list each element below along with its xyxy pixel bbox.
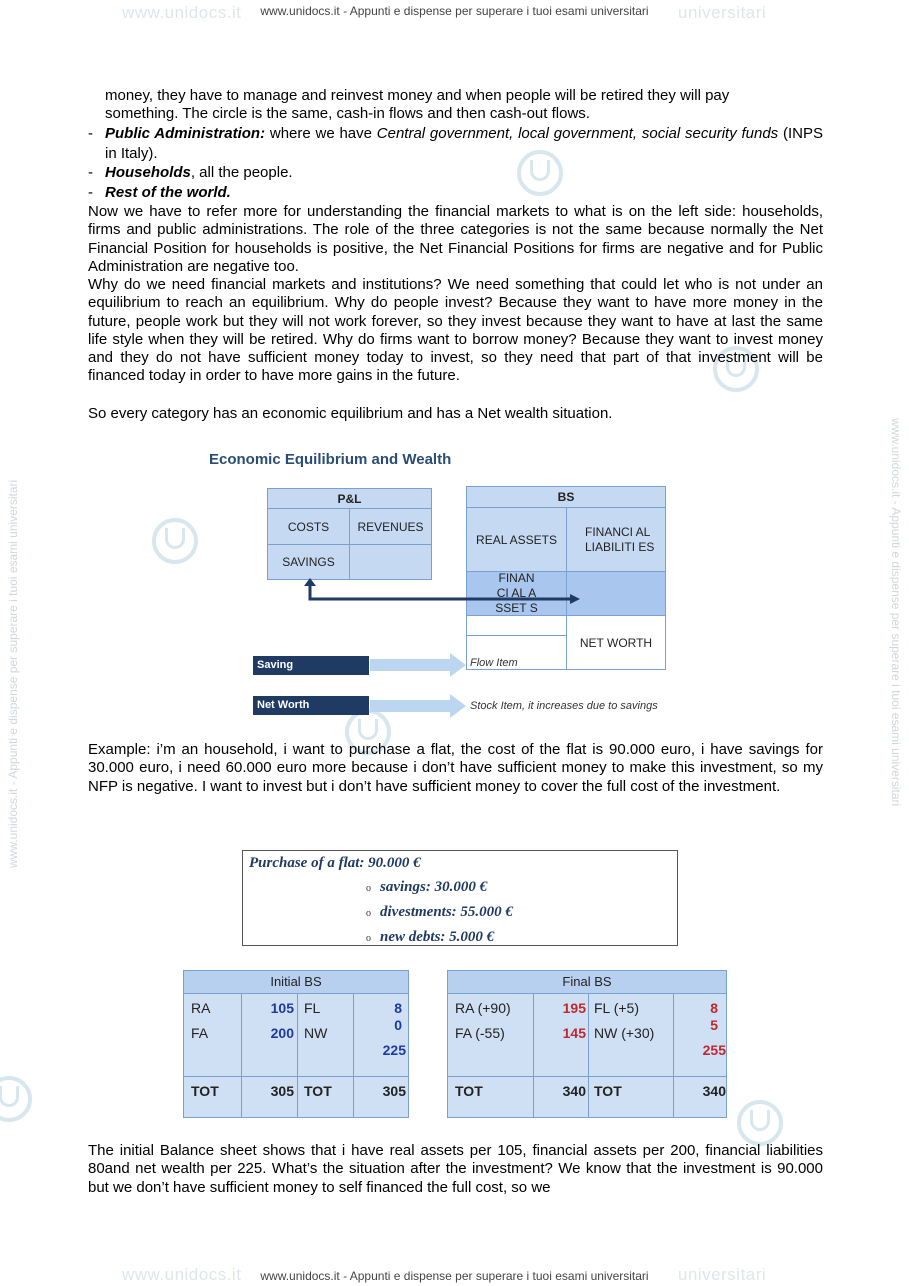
label-ra: RA: [191, 1000, 211, 1016]
bs-financial-liabilities: FINANCI AL LIABILITI ES: [566, 507, 666, 572]
networth-label: Net Worth: [253, 696, 369, 715]
pl-savings: SAVINGS: [267, 544, 350, 580]
value-fl: 8 5: [710, 1000, 718, 1033]
label-fl: FL (+5): [594, 1000, 639, 1016]
label-fl: FL: [304, 1000, 321, 1016]
intro-line-2: something. The circle is the same, cash-in flows and then cash-out flows.: [105, 105, 590, 122]
watermark-ghost-left-bottom: www.unidocs.it: [122, 1265, 242, 1284]
bs-empty-white: [466, 615, 567, 636]
value-tot-right: 305: [382, 1083, 406, 1099]
value-tot-left: 340: [562, 1083, 586, 1099]
list-item: - Public Administration: where we have Central government, local government, social security funds (INPS in Italy).: [88, 125, 823, 162]
saving-note: Flow Item: [470, 657, 518, 669]
saving-arrow: [370, 659, 450, 671]
purchase-title: Purchase of a flat: 90.000 €: [249, 855, 421, 871]
value-tot-left: 305: [270, 1083, 294, 1099]
networth-arrow-head: [450, 694, 466, 718]
watermark-header: www.unidocs.it - Appunti e dispense per superare i tuoi esami universitari: [260, 4, 649, 18]
saving-arrow-head: [450, 653, 466, 677]
watermark-ghost-left: www.unidocs.it: [122, 3, 242, 22]
value-fa: 145: [562, 1025, 586, 1041]
value-ra: 195: [562, 1000, 586, 1016]
label-fa: FA (-55): [455, 1025, 505, 1041]
watermark-footer: www.unidocs.it - Appunti e dispense per superare i tuoi esami universitari: [260, 1269, 649, 1283]
savings-flow-arrow: [300, 578, 585, 608]
initial-bs-table: [183, 970, 409, 1118]
bs-header: BS: [466, 486, 666, 508]
bs-financial-assets: FINANCI AL ASSET S: [466, 571, 567, 616]
networth-arrow: [370, 700, 450, 712]
list-item: o new debts: 5.000 €: [366, 929, 495, 945]
bs-net-worth: NET WORTH: [566, 615, 666, 670]
watermark-ghost-right: universitari: [678, 3, 767, 22]
table-title: Initial BS: [184, 971, 408, 994]
unidocs-logo-icon: [737, 1100, 783, 1146]
value-nw: 225: [382, 1042, 406, 1058]
list-item: - Rest of the world.: [88, 183, 231, 201]
label-fa: FA: [191, 1025, 209, 1041]
figure-title: Economic Equilibrium and Wealth: [209, 451, 452, 468]
value-fl: 8 0: [394, 1000, 402, 1033]
label-tot-left: TOT: [455, 1083, 483, 1099]
pl-header: P&L: [267, 488, 432, 509]
list-item: - Households, all the people.: [88, 164, 293, 181]
label-tot-left: TOT: [191, 1083, 219, 1099]
final-bs-table: [447, 970, 727, 1118]
table-title: Final BS: [448, 971, 726, 994]
list-item: o divestments: 55.000 €: [366, 904, 513, 920]
networth-note: Stock Item, it increases due to savings: [470, 700, 658, 712]
label-tot-right: TOT: [594, 1083, 622, 1099]
value-tot-right: 340: [702, 1083, 726, 1099]
paragraph-closing: The initial Balance sheet shows that i have real assets per 105, financial assets per 200, financial liabilities 80and net wealth per 225. What’s the situation after the investment? We know that the investment is 90.000 but we don’t have sufficient money to self financed the full cost, so we: [88, 1142, 823, 1196]
saving-label: Saving: [253, 656, 369, 675]
watermark-side-left: www.unidocs.it - Appunti e dispense per superare i tuoi esami universitari: [6, 479, 20, 868]
value-ra: 105: [270, 1000, 294, 1016]
paragraph-net-financial-position: Now we have to refer more for understanding the financial markets to what is on the left side: households, firms and public administrations. The role of the three categories is not the same because normally the Net Financial Position for households is positive, the Net Financial Positions for firms are negative and for Public Administration are negative too.: [88, 203, 823, 275]
bullet-list: [88, 124, 823, 202]
paragraph-equilibrium: So every category has an economic equilibrium and has a Net wealth situation.: [88, 405, 613, 422]
purchase-box: [242, 850, 678, 946]
unidocs-logo-icon: [0, 1076, 32, 1122]
watermark-side-right: www.unidocs.it - Appunti e dispense per superare i tuoi esami universitari: [889, 418, 903, 807]
label-nw: NW (+30): [594, 1025, 655, 1041]
label-ra: RA (+90): [455, 1000, 511, 1016]
intro-line-1: money, they have to manage and reinvest money and when people will be retired they will pay: [105, 87, 730, 104]
list-item: o savings: 30.000 €: [366, 879, 488, 895]
paragraph-example: Example: i’m an household, i want to purchase a flat, the cost of the flat is 90.000 euro, i have savings for 30.000 euro, i need 60.000 euro more because i don’t have sufficient money to make this investment, so my NFP is negative. I want to invest but i don’t have sufficient money to cover the full cost of the investment.: [88, 741, 823, 795]
label-nw: NW: [304, 1025, 328, 1041]
value-fa: 200: [270, 1025, 294, 1041]
pl-revenues: REVENUES: [349, 508, 432, 545]
value-nw: 255: [702, 1042, 726, 1058]
label-tot-right: TOT: [304, 1083, 332, 1099]
bs-real-assets: REAL ASSETS: [466, 507, 567, 572]
pl-empty: [349, 544, 432, 580]
watermark-ghost-right-bottom: universitari: [678, 1265, 767, 1284]
pl-costs: COSTS: [267, 508, 350, 545]
paragraph-why-markets: Why do we need financial markets and institutions? We need something that could let who is not under an equilibrium to reach an equilibrium. Why do people invest? Because they want to have more money in the future, people work but they will not work forever, so they invest because they want to have at last the same life style when they will be retired. Why do firms want to borrow money? Because they want to invest money and they do not have sufficient money today to invest, so they need that part of that investment will be financed today in order to have more gains in the future.: [88, 276, 823, 385]
unidocs-logo-icon: [152, 518, 198, 564]
